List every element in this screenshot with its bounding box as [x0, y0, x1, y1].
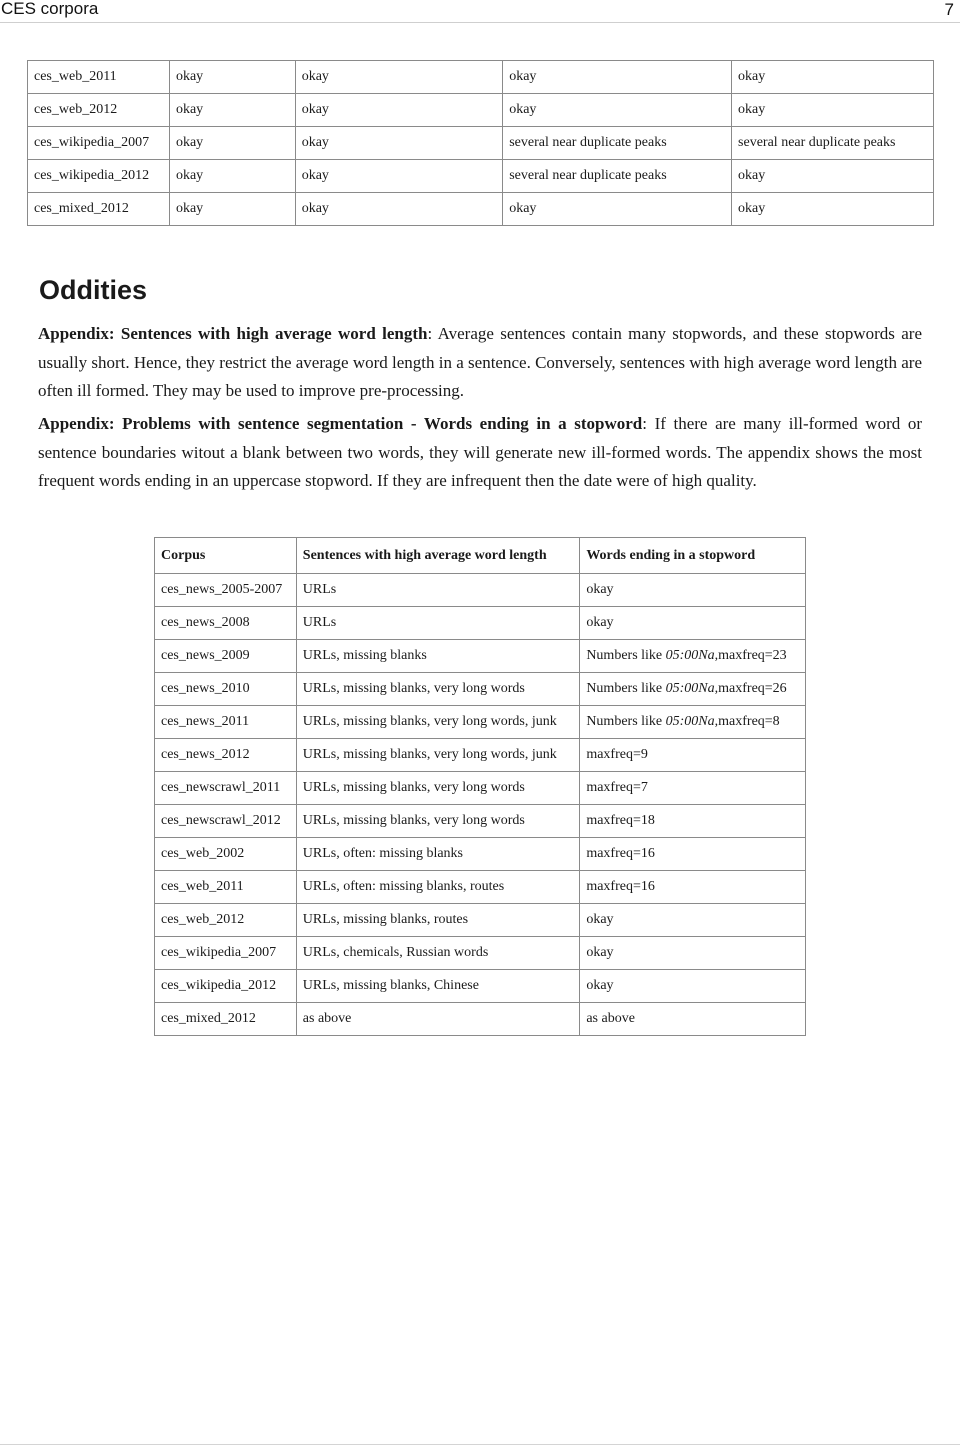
column-header-sentences: Sentences with high average word length	[296, 538, 580, 574]
corpus-cell: ces_wikipedia_2012	[28, 160, 170, 193]
corpus-cell: ces_wikipedia_2007	[155, 937, 297, 970]
table-cell: okay	[503, 94, 732, 127]
corpus-cell: ces_news_2010	[155, 673, 297, 706]
table-cell: okay	[295, 61, 503, 94]
quality-table-body	[28, 61, 934, 226]
table-header-row	[155, 538, 806, 574]
words-prefix: Numbers like	[586, 681, 666, 696]
page-header	[0, 0, 960, 23]
paragraph-text: : Average sentences contain many stopwords, and these stopwords are usually short. Hence, they restrict the average word length in a sentence. Conversely, sentences with high average word length are often ill formed. They may be used to improve pre-processing.	[38, 324, 922, 400]
words-cell	[580, 706, 806, 739]
words-cell: maxfreq=16	[580, 838, 806, 871]
sentences-cell: as above	[296, 1003, 580, 1036]
page-number: 7	[944, 0, 954, 19]
corpus-cell: ces_wikipedia_2007	[28, 127, 170, 160]
words-cell: okay	[580, 970, 806, 1003]
column-header-corpus: Corpus	[155, 538, 297, 574]
table-cell: several near duplicate peaks	[503, 160, 732, 193]
appendix-label-segmentation: Appendix: Problems with sentence segmentation - Words ending in a stopword	[38, 414, 643, 433]
table-row	[155, 640, 806, 673]
table-cell: okay	[169, 61, 295, 94]
table-row	[155, 805, 806, 838]
table-row	[155, 706, 806, 739]
corpus-cell: ces_news_2011	[155, 706, 297, 739]
words-cell: as above	[580, 1003, 806, 1036]
document-title: CES corpora	[1, 0, 99, 18]
table-row	[155, 937, 806, 970]
corpus-cell: ces_web_2011	[155, 871, 297, 904]
table-row	[155, 970, 806, 1003]
table-row	[155, 904, 806, 937]
paragraph-high-word-length	[38, 320, 922, 406]
table-row	[155, 673, 806, 706]
words-cell	[580, 673, 806, 706]
table-row	[28, 193, 934, 226]
table-cell: okay	[169, 127, 295, 160]
table-cell: okay	[295, 94, 503, 127]
quality-table-continued	[27, 60, 934, 226]
sentences-cell: URLs, missing blanks, very long words	[296, 772, 580, 805]
sentences-cell: URLs, often: missing blanks, routes	[296, 871, 580, 904]
table-row	[155, 574, 806, 607]
sentences-cell: URLs, often: missing blanks	[296, 838, 580, 871]
words-suffix: ,maxfreq=8	[714, 714, 780, 729]
words-cell: okay	[580, 937, 806, 970]
table-cell: okay	[503, 61, 732, 94]
words-cell: maxfreq=18	[580, 805, 806, 838]
table-cell: several near duplicate peaks	[503, 127, 732, 160]
table-cell: okay	[732, 193, 934, 226]
table-row	[155, 607, 806, 640]
paragraph-stopword-endings	[38, 410, 922, 496]
table-row	[155, 739, 806, 772]
table-cell: several near duplicate peaks	[732, 127, 934, 160]
words-prefix: Numbers like	[586, 714, 666, 729]
table-cell: okay	[295, 127, 503, 160]
example-token: 05:00Na	[665, 714, 715, 729]
sentences-cell: URLs, missing blanks, very long words, junk	[296, 706, 580, 739]
sentences-cell: URLs, missing blanks, very long words	[296, 673, 580, 706]
example-token: 05:00Na	[665, 681, 715, 696]
words-cell	[580, 640, 806, 673]
appendix-label-word-length: Appendix: Sentences with high average word length	[38, 324, 428, 343]
sentences-cell: URLs, chemicals, Russian words	[296, 937, 580, 970]
words-prefix: Numbers like	[586, 648, 666, 663]
corpus-cell: ces_news_2009	[155, 640, 297, 673]
words-cell: okay	[580, 574, 806, 607]
table-cell: okay	[169, 160, 295, 193]
corpus-cell: ces_wikipedia_2012	[155, 970, 297, 1003]
oddities-table	[154, 537, 806, 1036]
table-row	[155, 871, 806, 904]
sentences-cell: URLs, missing blanks	[296, 640, 580, 673]
corpus-cell: ces_web_2002	[155, 838, 297, 871]
sentences-cell: URLs	[296, 574, 580, 607]
words-cell: okay	[580, 904, 806, 937]
corpus-cell: ces_web_2012	[155, 904, 297, 937]
corpus-cell: ces_web_2011	[28, 61, 170, 94]
sentences-cell: URLs, missing blanks, Chinese	[296, 970, 580, 1003]
words-suffix: ,maxfreq=26	[714, 681, 787, 696]
sentences-cell: URLs, missing blanks, very long words	[296, 805, 580, 838]
corpus-cell: ces_mixed_2012	[155, 1003, 297, 1036]
corpus-cell: ces_newscrawl_2011	[155, 772, 297, 805]
table-cell: okay	[732, 94, 934, 127]
corpus-cell: ces_newscrawl_2012	[155, 805, 297, 838]
column-header-words: Words ending in a stopword	[580, 538, 806, 574]
table-row	[28, 127, 934, 160]
words-cell: maxfreq=9	[580, 739, 806, 772]
footer-divider	[0, 1444, 960, 1445]
corpus-cell: ces_news_2005-2007	[155, 574, 297, 607]
table-row	[28, 160, 934, 193]
table-cell: okay	[503, 193, 732, 226]
table-cell: okay	[732, 160, 934, 193]
words-suffix: ,maxfreq=23	[714, 648, 787, 663]
corpus-cell: ces_mixed_2012	[28, 193, 170, 226]
table-row	[155, 838, 806, 871]
table-cell: okay	[295, 193, 503, 226]
table-cell: okay	[169, 193, 295, 226]
table-row	[155, 1003, 806, 1036]
sentences-cell: URLs, missing blanks, routes	[296, 904, 580, 937]
paragraph-text: : If there are many ill-formed word or sentence boundaries witout a blank between two words, they will generate new ill-formed words. The appendix shows the most frequent words ending in an uppercase stopword. If they are infrequent then the date were of high quality.	[38, 414, 922, 490]
table-cell: okay	[295, 160, 503, 193]
oddities-table-body	[155, 574, 806, 1036]
sentences-cell: URLs, missing blanks, very long words, junk	[296, 739, 580, 772]
words-cell: okay	[580, 607, 806, 640]
words-cell: maxfreq=16	[580, 871, 806, 904]
example-token: 05:00Na	[665, 648, 715, 663]
table-cell: okay	[169, 94, 295, 127]
corpus-cell: ces_news_2012	[155, 739, 297, 772]
corpus-cell: ces_news_2008	[155, 607, 297, 640]
table-row	[28, 94, 934, 127]
sentences-cell: URLs	[296, 607, 580, 640]
words-cell: maxfreq=7	[580, 772, 806, 805]
section-title-oddities: Oddities	[39, 275, 148, 305]
table-cell: okay	[732, 61, 934, 94]
table-row	[155, 772, 806, 805]
corpus-cell: ces_web_2012	[28, 94, 170, 127]
table-row	[28, 61, 934, 94]
